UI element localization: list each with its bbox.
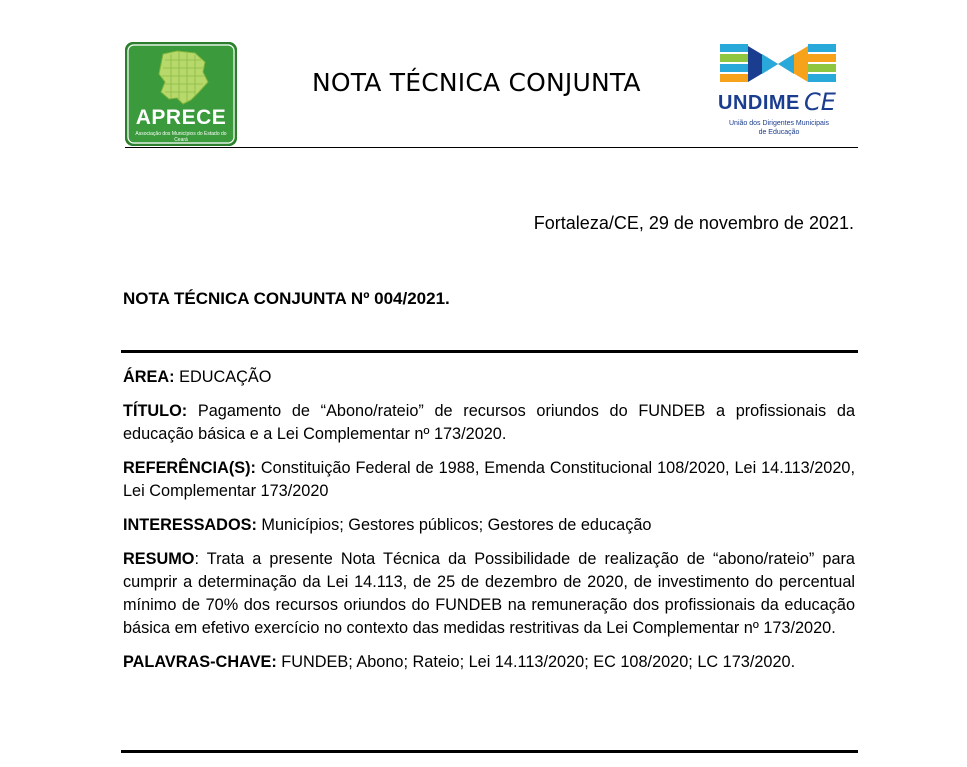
field-interested [123, 514, 855, 537]
undime-state: CE [804, 88, 836, 116]
field-label: PALAVRAS-CHAVE: [123, 653, 277, 671]
field-value: Municípios; Gestores públicos; Gestores de educação [256, 516, 652, 534]
field-label: RESUMO [123, 550, 195, 568]
field-label: TÍTULO: [123, 402, 188, 420]
document-title: NOTA TÉCNICA CONJUNTA Nº 004/2021. [123, 289, 450, 308]
field-summary [123, 548, 855, 640]
field-value: FUNDEB; Abono; Rateio; Lei 14.113/2020; EC 108/2020; LC 173/2020. [276, 653, 796, 671]
field-label: ÁREA: [123, 368, 175, 386]
field-label: INTERESSADOS: [123, 516, 257, 534]
undime-subtitle-line1: União dos Dirigentes Municipais [729, 120, 829, 127]
section-divider-top [121, 350, 858, 353]
undime-logo [718, 42, 840, 150]
undime-emblem-icon [718, 42, 840, 94]
field-value: Pagamento de “Abono/rateio” de recursos oriundos do FUNDEB a profissionais da educação básica e a Lei Complementar nº 173/2020. [123, 402, 855, 443]
section-divider-bottom [121, 750, 858, 753]
field-label: REFERÊNCIA(S): [123, 459, 256, 477]
aprece-subtitle: Associação dos Municípios do Estado do Ceará [135, 131, 227, 143]
metadata-fields [123, 366, 855, 685]
field-references [123, 457, 855, 503]
field-value: EDUCAÇÃO [174, 368, 272, 386]
field-value: Constituição Federal de 1988, Emenda Constitucional 108/2020, Lei 14.113/2020, Lei Complementar 173/2020 [123, 459, 855, 500]
undime-subtitle [718, 119, 840, 137]
date-line: Fortaleza/CE, 29 de novembro de 2021. [533, 213, 854, 233]
field-area [123, 366, 855, 389]
aprece-logo [125, 42, 237, 146]
undime-subtitle-line2: de Educação [758, 129, 800, 136]
field-keywords [123, 651, 855, 674]
header-title: NOTA TÉCNICA CONJUNTA [312, 68, 641, 97]
field-title [123, 400, 855, 446]
header-divider [125, 147, 858, 148]
field-value: : Trata a presente Nota Técnica da Possibilidade de realização de “abono/rateio” para cumprir a determinação da Lei 14.113, de 25 de dezembro de 2020, de investimento do percentual mínimo de 70% dos recursos oriundos do FUNDEB na remuneração dos profissionais da educação básica em efetivo exercício no contexto das medidas restritivas da Lei Complementar nº 173/2020. [123, 550, 855, 637]
aprece-wordmark: APRECE [135, 106, 227, 129]
undime-wordmark: UNDIME [718, 92, 800, 114]
